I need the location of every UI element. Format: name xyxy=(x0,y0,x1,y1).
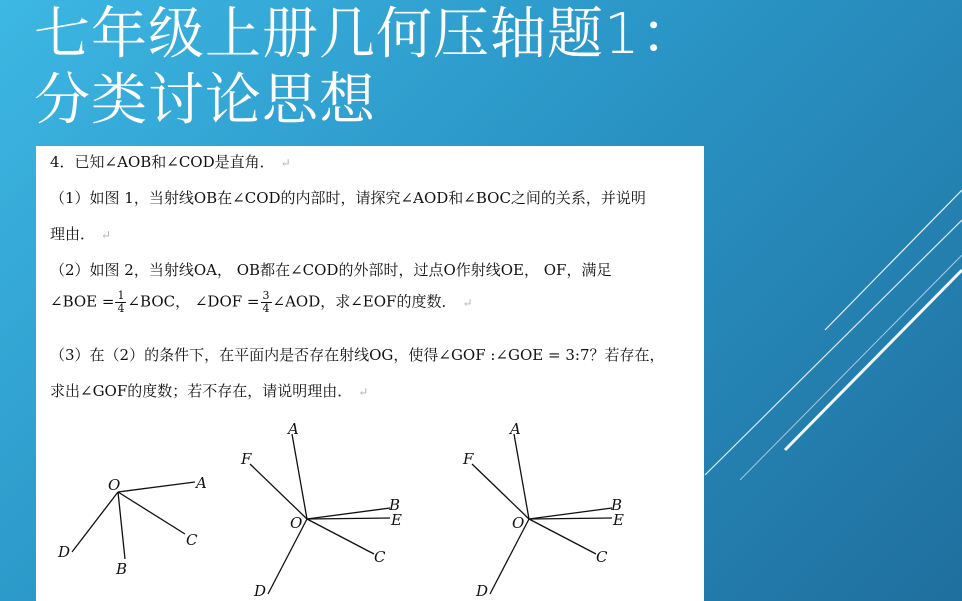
slide-title-line2: 分类讨论思想 xyxy=(34,68,376,133)
figure-3-label-c: C xyxy=(596,548,608,566)
figure-3-label-f: F xyxy=(463,450,474,468)
return-mark-icon: ↵ xyxy=(101,228,112,242)
figure-3-label-e: E xyxy=(613,511,624,529)
figure-1-label-o: O xyxy=(108,476,121,494)
problem-line-2: （1）如图 1，当射线OB在∠COD的内部时，请探究∠AOD和∠BOC之间的关系，并说明 xyxy=(50,189,646,207)
figure-2-label-d: D xyxy=(254,582,267,600)
return-mark-icon: ↵ xyxy=(358,385,369,399)
figure-1 xyxy=(50,414,230,601)
figure-2-label-e: E xyxy=(391,511,402,529)
fraction-3-4: $\frac{3}{4}$ xyxy=(262,289,270,315)
figure-2-label-f: F xyxy=(241,450,252,468)
fraction-1-4: $\frac{1}{4}$ xyxy=(117,289,125,315)
problem-panel xyxy=(36,146,704,601)
figure-3-label-o: O xyxy=(512,514,525,532)
figure-3-label-d: D xyxy=(476,582,489,600)
problem-line-5: ∠BOE = $\frac{1}{4}$ ∠BOC， ∠DOF = $\frac{3}{4}$ ∠AOD，求∠EOF的度数． ↵ xyxy=(50,289,473,315)
slide-title-line1: 七年级上册几何压轴题1： xyxy=(34,2,698,67)
figure-3-label-a: A xyxy=(510,420,521,438)
figure-2-label-a: A xyxy=(288,420,299,438)
figure-1-label-b: B xyxy=(116,560,128,578)
problem-line-3: 理由． ↵ xyxy=(50,225,112,243)
decorative-lines xyxy=(700,180,962,480)
figure-2-label-o: O xyxy=(290,514,303,532)
problem-line-1: 4．已知∠AOB和∠COD是直角． ↵ xyxy=(50,153,291,171)
problem-line-6: （3）在（2）的条件下，在平面内是否存在射线OG，使得∠GOF :∠GOE = 3:7？若存在， xyxy=(50,346,665,364)
return-mark-icon: ↵ xyxy=(462,295,473,310)
figure-1-label-c: C xyxy=(186,531,198,549)
figure-3 xyxy=(454,416,644,601)
figure-1-label-a: A xyxy=(196,474,207,492)
figure-2 xyxy=(232,416,422,601)
figure-2-label-b: B xyxy=(389,496,401,514)
figure-2-label-c: C xyxy=(374,548,386,566)
return-mark-icon: ↵ xyxy=(280,156,291,170)
figure-1-label-d: D xyxy=(58,543,71,561)
problem-line-4: （2）如图 2，当射线OA， OB都在∠COD的外部时，过点O作射线OE， OF，满足 xyxy=(50,261,612,279)
slide-title xyxy=(34,2,734,134)
figure-3-label-b: B xyxy=(611,496,623,514)
problem-line-7: 求出∠GOF的度数；若不存在，请说明理由． ↵ xyxy=(50,382,369,400)
